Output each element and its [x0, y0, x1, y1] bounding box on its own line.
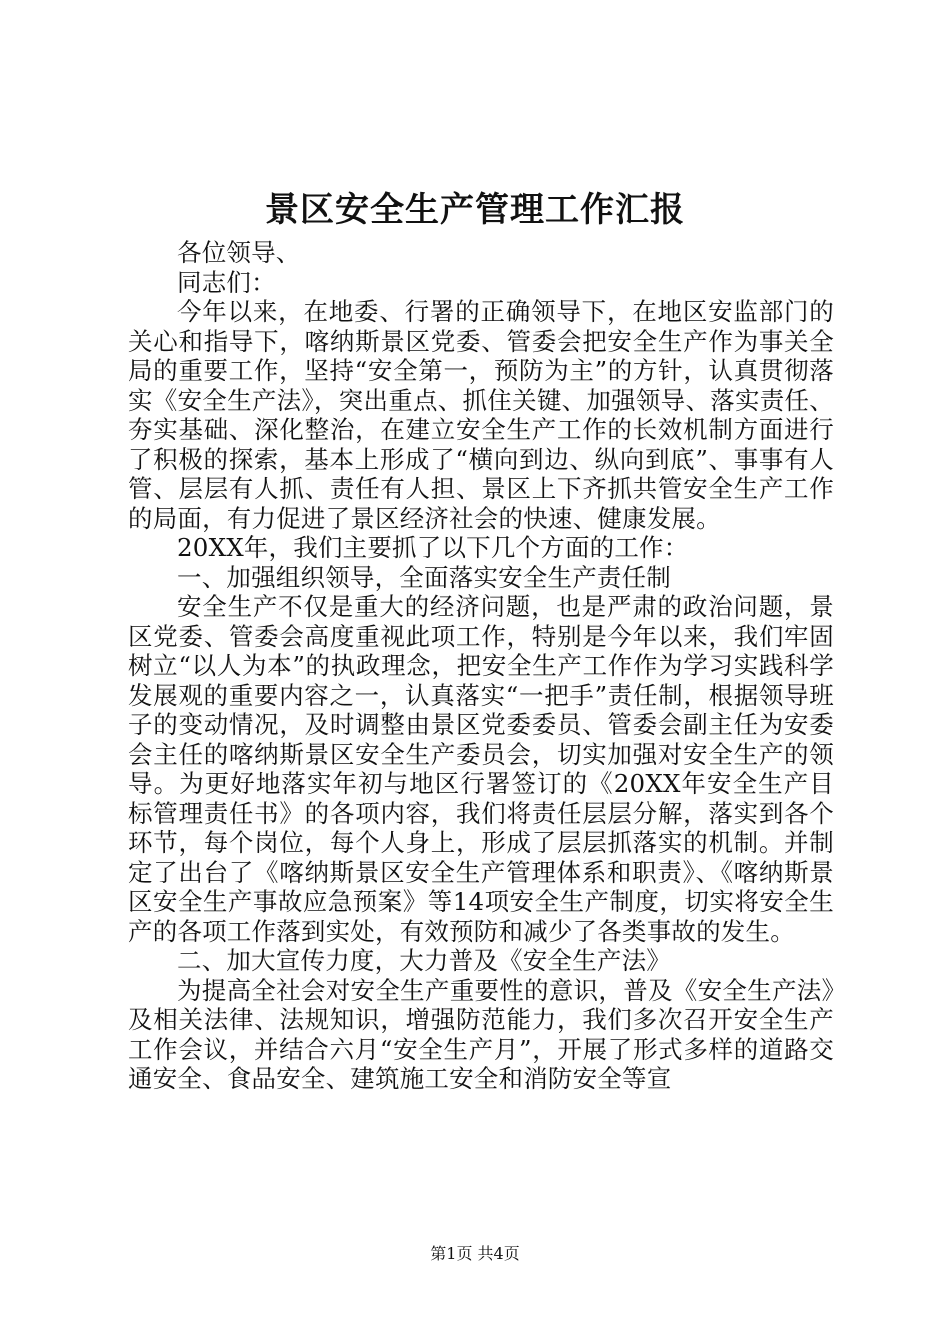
section-heading-1: 一、加强组织领导，全面落实安全生产责任制 — [177, 562, 671, 592]
section-1-paragraph: 安全生产不仅是重大的经济问题，也是严肃的政治问题，景区党委、管委会高度重视此项工作，特别是今年以来，我们牢固树立“以人为本”的执政理念，把安全生产工作作为学习实践科学发展观的重要内容之一，认真落实“一把手”责任制，根据领导班子的变动情况，及时调整由景区党委委员、管委会副主任为安委会主任的喀纳斯景区安全生产委员会，切实加强对安全生产的领导。为更好地落实年初与地区行署签订的《20XX年安全生产目标管理责任书》的各项内容，我们将责任层层分解，落实到各个环节，每个岗位，每个人身上，形成了层层抓落实的机制。并制定了出台了《喀纳斯景区安全生产管理体系和职责》、《喀纳斯景区安全生产事故应急预案》等14项安全生产制度，切实将安全生产的各项工作落到实处，有效预防和减少了各类事故的发生。 — [128, 592, 834, 946]
document-body — [128, 238, 834, 1094]
salutation-leaders: 各位领导、 — [177, 238, 301, 267]
page-footer: 第1页 共4页 — [430, 1244, 520, 1263]
intro-paragraph: 今年以来，在地委、行署的正确领导下，在地区安监部门的关心和指导下，喀纳斯景区党委、管委会把安全生产作为事关全局的重要工作，坚持“安全第一，预防为主”的方针，认真贯彻落实《安全生产法》，突出重点、抓住关键、加强领导、落实责任、夯实基础、深化整治，在建立安全生产工作的长效机制方面进行了积极的探索，基本上形成了“横向到边、纵向到底”、事事有人管、层层有人抓、责任有人担、景区上下齐抓共管安全生产工作的局面，有力促进了景区经济社会的快速、健康发展。 — [128, 297, 834, 533]
document-title: 景区安全生产管理工作汇报 — [265, 190, 685, 230]
work-overview-paragraph: 20XX年，我们主要抓了以下几个方面的工作： — [177, 533, 689, 562]
salutation-comrades: 同志们： — [177, 267, 276, 297]
section-2-paragraph: 为提高全社会对安全生产重要性的意识，普及《安全生产法》及相关法律、法规知识，增强防范能力，我们多次召开安全生产工作会议，并结合六月“安全生产月”，开展了形式多样的道路交通安全、食品安全、建筑施工安全和消防安全等宣 — [128, 975, 834, 1093]
section-heading-2: 二、加大宣传力度，大力普及《安全生产法》 — [177, 946, 671, 975]
